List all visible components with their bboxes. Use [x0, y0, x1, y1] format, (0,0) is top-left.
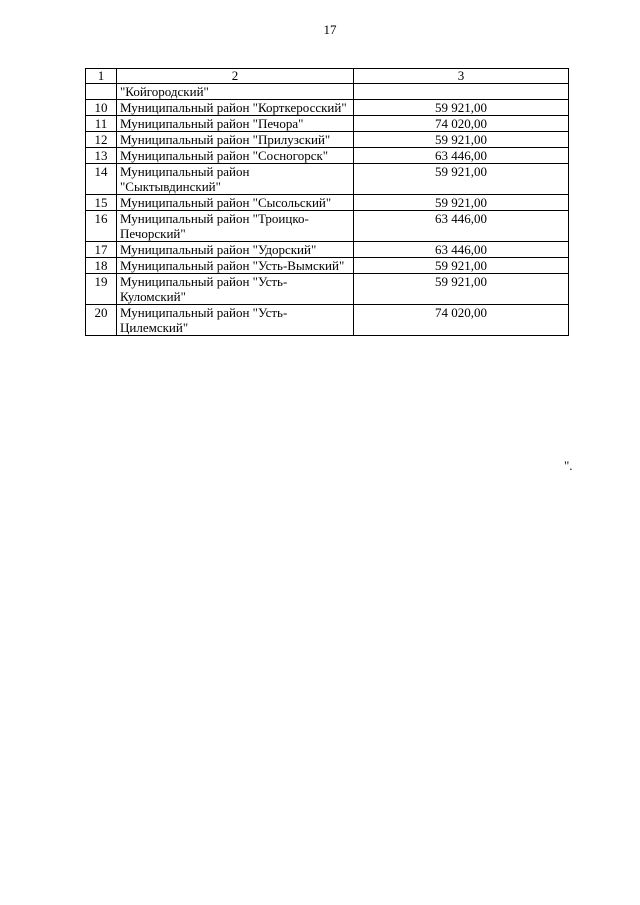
table-row: [86, 258, 569, 274]
amount-value: 63 446,00: [435, 242, 487, 257]
table-row: [86, 274, 569, 305]
table-row: [86, 132, 569, 148]
amount-value: 59 921,00: [435, 100, 487, 115]
district-name: Муниципальный район "Корткеросский": [117, 100, 354, 116]
row-number: 18: [86, 258, 117, 274]
row-number: 19: [86, 274, 117, 305]
amount-cell: [354, 211, 569, 242]
header-col-3: 3: [354, 69, 569, 84]
table-body: [86, 84, 569, 336]
table-row: [86, 164, 569, 195]
table-row: [86, 84, 569, 100]
row-number: 12: [86, 132, 117, 148]
table-row: [86, 242, 569, 258]
amount-cell: [354, 164, 569, 195]
amount-value: 63 446,00: [435, 148, 487, 163]
amount-cell: [354, 100, 569, 116]
row-number: 14: [86, 164, 117, 195]
district-name: Муниципальный район "Сосногорск": [117, 148, 354, 164]
row-number: 17: [86, 242, 117, 258]
table-header-row: [86, 69, 569, 84]
amount-cell: [354, 195, 569, 211]
district-name: Муниципальный район "Сыктывдинский": [117, 164, 354, 195]
header-col-1: 1: [86, 69, 117, 84]
table-row: [86, 305, 569, 336]
row-number: 15: [86, 195, 117, 211]
amount-cell: [354, 84, 569, 100]
district-name: Муниципальный район "Удорский": [117, 242, 354, 258]
district-name: Муниципальный район "Сысольский": [117, 195, 354, 211]
district-name: Муниципальный район "Печора": [117, 116, 354, 132]
table-row: [86, 116, 569, 132]
amount-cell: [354, 258, 569, 274]
amount-value: 63 446,00: [435, 211, 487, 226]
amount-cell: [354, 116, 569, 132]
closing-quote-mark: ".: [564, 458, 573, 473]
amount-value: 59 921,00: [435, 132, 487, 147]
header-col-2: 2: [117, 69, 354, 84]
page-number: 17: [323, 22, 337, 37]
table-row: [86, 148, 569, 164]
amount-cell: [354, 305, 569, 336]
allocation-table: [85, 68, 569, 336]
row-number: 13: [86, 148, 117, 164]
row-number: 10: [86, 100, 117, 116]
amount-value: 59 921,00: [435, 195, 487, 210]
amount-value: 59 921,00: [435, 274, 487, 289]
row-number: 20: [86, 305, 117, 336]
amount-cell: [354, 274, 569, 305]
amount-value: 74 020,00: [435, 305, 487, 320]
table-row: [86, 195, 569, 211]
row-number: 16: [86, 211, 117, 242]
district-name: "Койгородский": [117, 84, 354, 100]
district-name: Муниципальный район "Усть-Цилемский": [117, 305, 354, 336]
table-row: [86, 100, 569, 116]
district-name: Муниципальный район "Усть-Вымский": [117, 258, 354, 274]
amount-value: 74 020,00: [435, 116, 487, 131]
table-row: [86, 211, 569, 242]
amount-cell: [354, 132, 569, 148]
amount-cell: [354, 148, 569, 164]
district-name: Муниципальный район "Усть-Куломский": [117, 274, 354, 305]
amount-value: 59 921,00: [435, 164, 487, 179]
amount-cell: [354, 242, 569, 258]
row-number: [86, 84, 117, 100]
amount-value: 59 921,00: [435, 258, 487, 273]
district-name: Муниципальный район "Троицко-Печорский": [117, 211, 354, 242]
row-number: 11: [86, 116, 117, 132]
district-name: Муниципальный район "Прилузский": [117, 132, 354, 148]
